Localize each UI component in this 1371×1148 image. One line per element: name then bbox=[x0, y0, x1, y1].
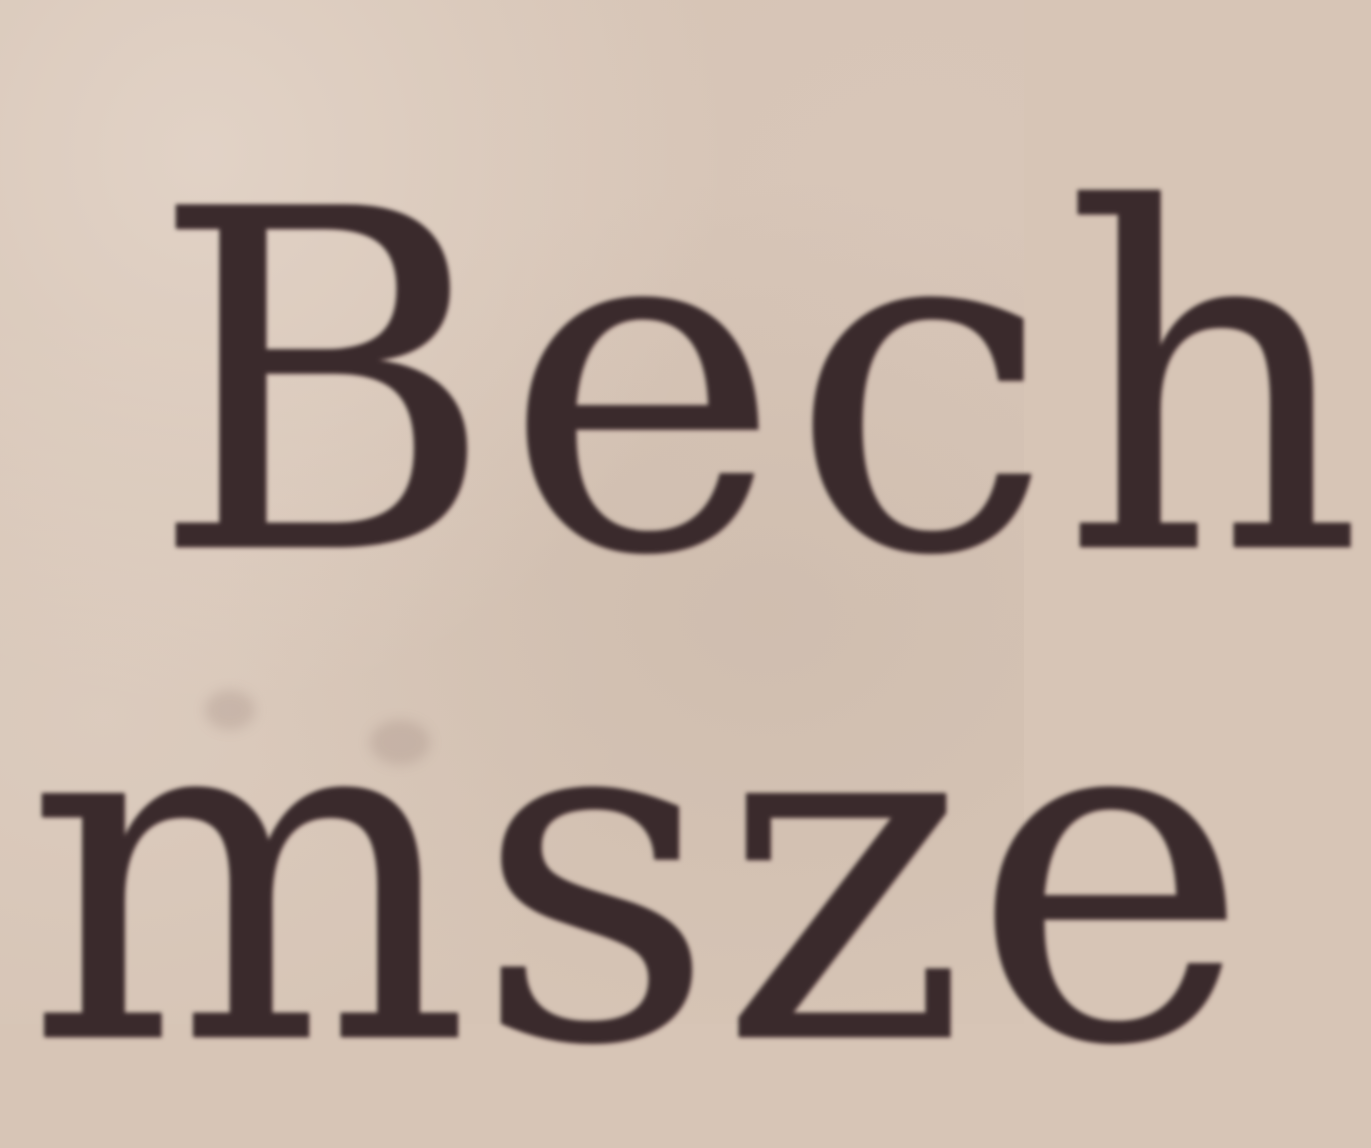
text-line-2: msze bbox=[25, 601, 1254, 1148]
text-line-1: Bech bbox=[150, 111, 1371, 658]
